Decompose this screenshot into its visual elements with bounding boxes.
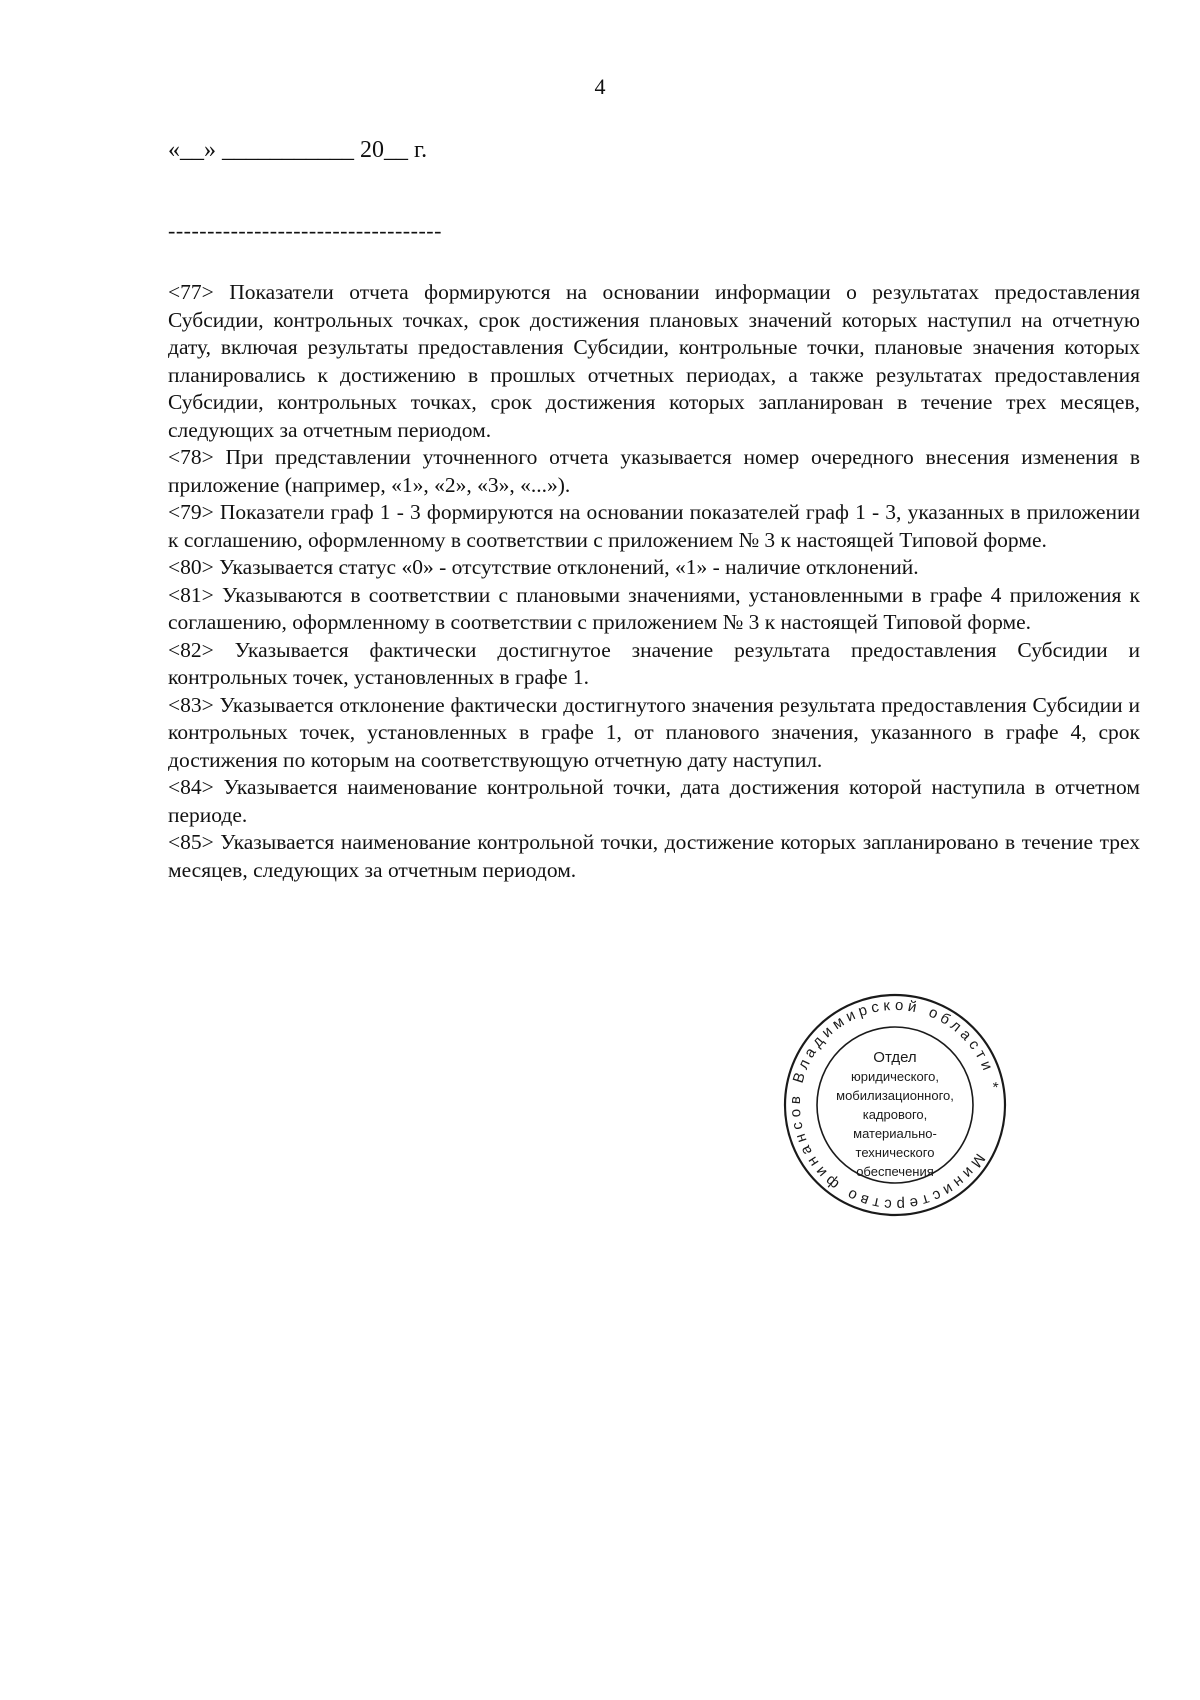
footnote-83: <83> Указывается отклонение фактически достигнутого значения результата предоставления Субсидии и контрольных точек, установленных в графе 1, от планового значения, указанного в графе 4, срок достижения по которым на соответствующую отчетную дату наступил.: [168, 692, 1140, 772]
stamp-ring-text: Министерство финансов Владимирской области *: [786, 996, 1003, 1214]
official-stamp: [780, 990, 1010, 1220]
footnote-77: <77> Показатели отчета формируются на основании информации о результатах предоставления Субсидии, контрольных точках, срок достижения плановых значений которых наступил на отчетную дату, включая результаты предоставления Субсидии, контрольные точки, плановые значения которых планировались к достижению в прошлых отчетных периодах, а также результатах предоставления Субсидии, контрольных точках, срок достижения которых запланирован в течение трех месяцев, следующих за отчетным периодом.: [168, 280, 1140, 442]
footnotes: [168, 279, 1140, 884]
stamp-line-2: юридического,: [851, 1069, 939, 1084]
stamp-line-6: технического: [855, 1145, 935, 1160]
page-number: 4: [594, 74, 606, 99]
date-line: «__» ___________ 20__ г.: [168, 137, 428, 163]
footnote-79: <79> Показатели граф 1 - 3 формируются на основании показателей граф 1 - 3, указанных в приложении к соглашению, оформленному в соответствии с приложением № 3 к настоящей Типовой форме.: [168, 500, 1140, 552]
footnote-82: <82> Указывается фактически достигнутое значение результата предоставления Субсидии и контрольных точек, установленных в графе 1.: [168, 637, 1140, 689]
stamp-line-5: материально-: [853, 1126, 937, 1141]
stamp-line-3: мобилизационного,: [836, 1088, 954, 1103]
footnote-separator: -----------------------------------: [168, 218, 442, 243]
stamp-line-1: Отдел: [873, 1049, 917, 1066]
stamp-center-text: [836, 1049, 954, 1179]
footnote-80: <80> Указывается статус «0» - отсутствие отклонений, «1» - наличие отклонений.: [168, 555, 919, 579]
stamp-outer-ring: [785, 995, 1005, 1215]
footnote-81: <81> Указываются в соответствии с плановыми значениями, установленными в графе 4 приложения к соглашению, оформленному в соответствии с приложением № 3 к настоящей Типовой форме.: [168, 582, 1140, 634]
stamp-seal-icon: [780, 990, 1010, 1220]
stamp-line-7: обеспечения: [856, 1164, 934, 1179]
stamp-line-4: кадрового,: [862, 1107, 928, 1122]
footnote-85: <85> Указывается наименование контрольной точки, достижение которых запланировано в течение трех месяцев, следующих за отчетным периодом.: [168, 830, 1140, 882]
footnote-84: <84> Указывается наименование контрольной точки, дата достижения которой наступила в отчетном периоде.: [168, 775, 1140, 827]
footnote-78: <78> При представлении уточненного отчета указывается номер очередного внесения изменения в приложение (например, «1», «2», «3», «...»).: [168, 445, 1140, 497]
